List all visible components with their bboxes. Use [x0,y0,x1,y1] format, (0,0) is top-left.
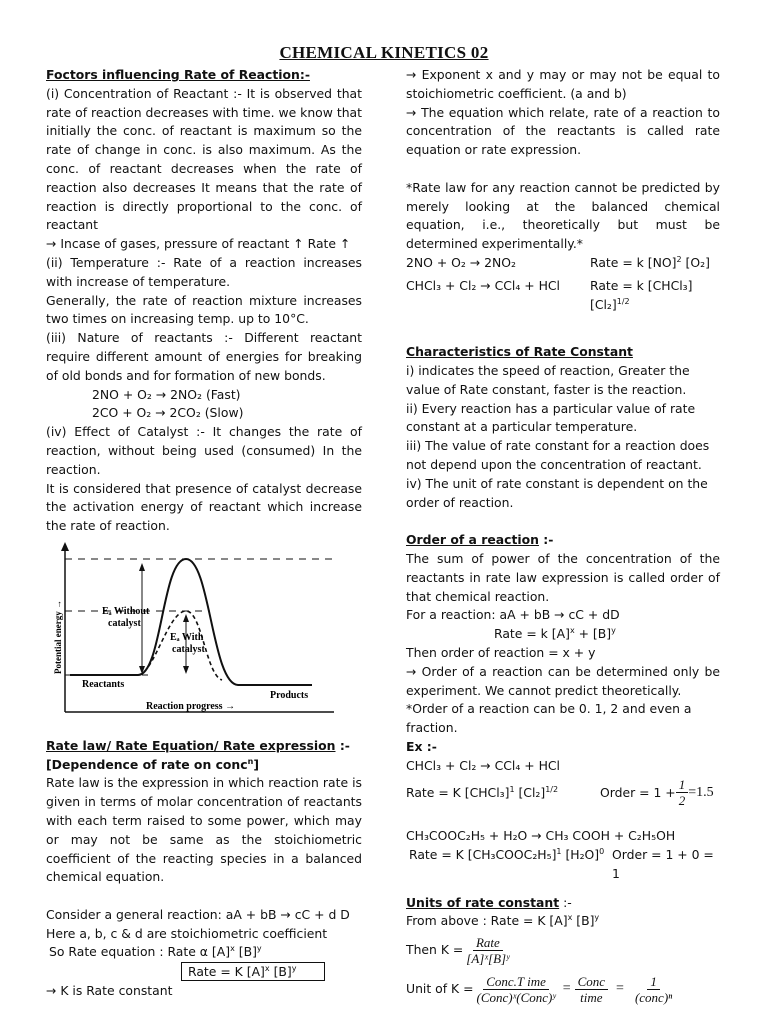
order-heading: Order of a reaction [406,532,539,548]
equals-sign-1: = [562,981,571,997]
ratelaw-heading-line [46,737,362,756]
temperature-note: Generally, the rate of reaction mixture increases two times on increasing temp. up to 10°C. [46,292,362,327]
then-k-label: Then K = [406,942,464,958]
rate-law-mid: + [B] [574,626,612,642]
half-denominator: 2 [678,793,686,809]
boxed-exp-y: y [291,964,297,974]
dependence-sup: n [247,756,254,766]
example-1-sup: 2 [676,254,682,264]
from-above-exp-x: x [567,913,573,923]
k-denominator: [A]ˣ[B]ʸ [466,951,510,967]
k-formula-row [406,935,720,966]
spacer [406,512,720,531]
rate-equation-box [181,962,325,981]
rate-proportional-text: So Rate equation : Rate α [A] [49,944,231,960]
ea-with-label-2: catalyst [172,643,205,655]
catalyst-note: It is considered that presence of catalyst decrease the activation energy of reactant which increase the rate of reaction. [46,480,362,534]
dependence-end: ] [253,756,259,772]
exp-x: x [230,944,235,954]
unit-fraction-3 [632,974,675,1005]
order-definition: The sum of power of the concentration of the reactants in rate law expression is called order of that chemical reaction. [406,550,720,604]
order-heading-suffix: :- [538,532,554,548]
order-fraction-note: *Order of a reaction can be 0. 1, 2 and even a fraction. [406,701,692,736]
example-a-sup-2: 1/2 [545,784,559,794]
page-title: CHEMICAL KINETICS 02 [279,43,489,62]
example-a-sup-1: 1 [509,784,515,794]
factors-heading: Foctors influencing Rate of Reaction:- [46,67,310,82]
example-a-equation: CHCl₃ + Cl₂ → CCl₄ + HCl [406,757,560,773]
unit-1-numerator: Conc.T ime [483,974,549,990]
example-2-sup: 1/2 [616,296,630,306]
from-above-mid: [B] [572,913,595,929]
equation-slow: 2CO + O₂ → 2CO₂ (Slow) [92,405,244,421]
characteristic-4: iv) The unit of rate constant is dependent on the order of reaction. [406,475,708,510]
experimental-note: *Rate law for any reaction cannot be predicted by merely looking at the balanced chemical equation, i.e., theoretically but must be determined experimentally.* [406,179,720,252]
general-reaction: Consider a general reaction: aA + bB → cC + d D [46,906,350,922]
then-order: Then order of reaction = x + y [406,644,596,660]
example-b-rate [409,846,604,884]
energy-diagram-svg [50,542,334,718]
ea-with-arrowhead-up [183,614,189,622]
unit-2-denominator: time [580,990,603,1006]
stoichiometric-note: Here a, b, c & d are stoichiometric coefficient [46,925,328,941]
rate-constant-note: → K is Rate constant [46,983,173,999]
gases-note: → Incase of gases, pressure of reactant ↑ Rate ↑ [46,236,351,252]
characteristic-2: ii) Every reaction has a particular value of rate constant at a particular temperature. [406,400,696,435]
from-above [406,912,720,931]
factor-temperature: (ii) Temperature :- Rate of a reaction increases with increase of temperature. [46,254,362,289]
factor-nature: (iii) Nature of reactants :- Different reactant require different amount of energies for breaking of old bonds and for formation of new bonds. [46,330,362,383]
y-axis-arrow [61,542,69,551]
left-column [46,66,362,1001]
spacer [406,884,720,894]
x-axis-label: Reaction progress → [146,700,236,712]
example-a-order-result: =1.5 [688,784,714,800]
ratelaw-heading: Rate law/ Rate Equation/ Rate expression [46,737,336,753]
unit-3-numerator: 1 [647,974,660,990]
ratelaw-heading-suffix: :- [335,737,350,753]
example-1-rate-end: [O₂] [681,254,710,270]
exponent-note: → Exponent x and y may or may not be equal to stoichiometric coefficient. (a and b) [406,67,720,101]
spacer [406,333,720,343]
ea-with-label: Eₐ With [170,631,204,643]
half-numerator: 1 [676,777,689,793]
unit-k-row [406,974,720,1005]
example-2-rate [590,277,720,315]
unit-3-denominator: (conc)ⁿ [634,990,673,1006]
example-1-rate-text: Rate = k [NO] [590,254,677,270]
y-axis-label: Potential energy → [53,599,63,674]
k-numerator: Rate [473,935,503,951]
rate-law-exp-x: x [569,625,575,635]
for-reaction: For a reaction: aA + bB → cC + dD [406,607,620,623]
spacer [406,808,720,827]
factor-concentration: (i) Concentration of Reactant :- It is observed that rate of reaction decreases with time. we know that initially the conc. of reactant is maximum so the rate of change in conc. is also maximum. As the conc. of reactant decreases when the rate of reaction also decreases It means that the rate of reaction is directly proportional to the conc. of reactant [46,85,362,233]
from-above-text: From above : Rate = K [A] [406,913,568,929]
example-b-sup-2: 0 [599,846,605,856]
example-b-row [406,846,720,884]
equation-fast: 2NO + O₂ → 2NO₂ (Fast) [92,386,241,402]
ea-with-arrowhead-down [183,666,189,674]
characteristic-3: iii) The value of rate constant for a reaction does not depend upon the concentration of reactant. [406,438,710,472]
rate-proportional-mid: [B] [234,944,257,960]
half-fraction [676,777,689,808]
example-1-equation: 2NO + O₂ → 2NO₂ [406,254,517,270]
ratelaw-definition: Rate law is the expression in which reaction rate is given in terms of molar concentration of reactants with each term raised to some power, which may or may not be same as the stoichiometric coefficient of the reacting species in a balanced chemical equation. [46,775,362,885]
example-b-rate-mid: [H₂O] [561,847,600,863]
unit-k-label: Unit of K = [406,981,474,997]
energy-diagram [50,542,334,718]
rate-proportional [46,943,362,962]
rate-equation-definition: → The equation which relate, rate of a reaction to concentration of the reactants is called rate equation or rate expression. [406,104,720,158]
right-column [406,66,720,1005]
dependence-text: [Dependence of rate on conc [46,756,248,772]
unit-2-numerator: Conc [575,974,608,990]
units-heading-suffix: :- [559,894,572,910]
spacer [46,718,362,737]
from-above-exp-y: y [594,913,600,923]
example-row-2 [406,277,720,315]
unit-fraction-2 [575,974,608,1005]
example-a-rate-mid: [Cl₂] [514,784,546,800]
rate-law-text: Rate = k [A] [494,626,570,642]
rate-law-general [406,625,720,644]
example-b-equation: CH₃COOC₂H₅ + H₂O → CH₃ COOH + C₂H₅OH [406,828,676,844]
dependence-line [46,756,362,775]
uncatalyzed-curve [70,559,312,685]
example-a-row [406,777,720,808]
boxed-exp-x: x [264,964,270,974]
example-row-1 [406,254,720,273]
reactants-label: Reactants [82,678,125,690]
example-a-order-text: Order = 1 + [600,784,676,800]
boxed-text: Rate = K [A] [188,964,265,980]
example-a-rate [406,784,558,803]
equals-sign-2: = [616,981,624,997]
order-experiment-note: → Order of a reaction can be determined only be experiment. We cannot predict theoretically. [406,663,720,698]
unit-1-denominator: (Conc)ˣ(Conc)ʸ [476,990,556,1006]
spacer [406,160,720,179]
example-a-order [600,777,720,808]
example-2-equation: CHCl₃ + Cl₂ → CCl₄ + HCl [406,277,560,293]
order-heading-line [406,531,720,550]
unit-fraction-1 [474,974,559,1005]
exp-y: y [256,944,262,954]
spacer [406,314,720,333]
example-b-order: Order = 1 + 0 = 1 [612,847,714,881]
ea-without-arrowhead-up [139,563,145,571]
example-b-rate-text: Rate = K [CH₃COOC₂H₅] [409,847,557,863]
products-label: Products [270,689,309,701]
rate-law-exp-y: y [611,625,616,635]
spacer [46,887,362,906]
ea-without-label-2: catalyst [108,617,141,629]
example-b-sup-1: 1 [556,846,562,856]
example-a-rate-text: Rate = K [CHCl₃] [406,784,510,800]
ea-without-label: Eₐ Without [102,605,150,617]
units-heading-line [406,894,720,913]
characteristics-heading: Characteristics of Rate Constant [406,344,633,360]
boxed-mid: [B] [269,964,292,980]
units-heading: Units of rate constant [406,894,560,910]
example-2-rate-text: Rate = k [CHCl₃] [Cl₂] [590,277,693,312]
example-label: Ex :- [406,738,437,754]
characteristic-1: i) indicates the speed of reaction, Greater the value of Rate constant, faster is the reaction. [406,362,690,397]
k-fraction [463,935,512,966]
example-1-rate [590,254,720,273]
factor-catalyst: (iv) Effect of Catalyst :- It changes the rate of reaction, without being used (consumed) In the reaction. [46,424,362,477]
